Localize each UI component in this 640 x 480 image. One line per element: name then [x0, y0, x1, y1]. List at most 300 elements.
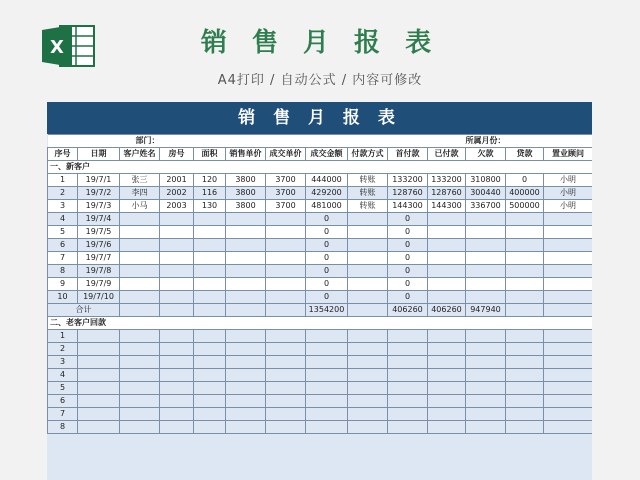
- table-row: [48, 382, 593, 395]
- table-cell[interactable]: 2: [48, 343, 78, 356]
- table-cell[interactable]: [120, 291, 160, 304]
- table-cell[interactable]: [226, 226, 266, 239]
- table-cell[interactable]: [266, 408, 306, 421]
- table-cell[interactable]: 128760: [388, 187, 428, 200]
- column-header[interactable]: 日期: [78, 148, 120, 161]
- table-cell[interactable]: [348, 356, 388, 369]
- table-cell[interactable]: [160, 265, 194, 278]
- table-cell[interactable]: [226, 395, 266, 408]
- table-cell[interactable]: 116: [194, 187, 226, 200]
- table-cell[interactable]: [120, 278, 160, 291]
- table-cell[interactable]: 406260: [428, 304, 466, 317]
- table-cell[interactable]: [544, 369, 593, 382]
- table-cell[interactable]: [544, 304, 593, 317]
- table-cell[interactable]: [466, 252, 506, 265]
- table-cell[interactable]: [160, 408, 194, 421]
- table-cell[interactable]: [120, 343, 160, 356]
- table-cell[interactable]: [428, 252, 466, 265]
- table-cell[interactable]: 130: [194, 200, 226, 213]
- table-cell[interactable]: [266, 330, 306, 343]
- table-cell[interactable]: [160, 395, 194, 408]
- column-header[interactable]: 置业顾问: [544, 148, 593, 161]
- table-cell[interactable]: 1: [48, 174, 78, 187]
- table-cell[interactable]: 8: [48, 421, 78, 434]
- column-header[interactable]: 序号: [48, 148, 78, 161]
- table-cell[interactable]: [544, 395, 593, 408]
- table-cell[interactable]: [266, 421, 306, 434]
- table-cell[interactable]: [306, 369, 348, 382]
- table-cell[interactable]: [194, 304, 226, 317]
- table-cell[interactable]: [348, 369, 388, 382]
- table-cell[interactable]: [466, 213, 506, 226]
- table-cell[interactable]: 310800: [466, 174, 506, 187]
- table-cell[interactable]: [194, 252, 226, 265]
- table-row: [48, 239, 593, 252]
- table-cell[interactable]: [544, 343, 593, 356]
- table-cell[interactable]: [266, 252, 306, 265]
- table-cell[interactable]: [506, 226, 544, 239]
- table-cell[interactable]: [348, 226, 388, 239]
- table-cell[interactable]: [266, 395, 306, 408]
- table-cell[interactable]: [544, 356, 593, 369]
- table-cell[interactable]: [348, 291, 388, 304]
- section-label[interactable]: 二、老客户回款: [48, 317, 593, 330]
- table-cell[interactable]: [544, 382, 593, 395]
- table-cell[interactable]: [226, 265, 266, 278]
- table-cell[interactable]: [120, 421, 160, 434]
- table-cell[interactable]: [428, 395, 466, 408]
- table-cell[interactable]: [506, 369, 544, 382]
- table-cell[interactable]: [428, 356, 466, 369]
- table-cell[interactable]: [348, 239, 388, 252]
- table-cell[interactable]: 5: [48, 226, 78, 239]
- table-cell[interactable]: 133200: [388, 174, 428, 187]
- table-cell[interactable]: [544, 252, 593, 265]
- total-row: [48, 304, 593, 317]
- table-cell[interactable]: 336700: [466, 200, 506, 213]
- table-cell[interactable]: [348, 265, 388, 278]
- table-cell[interactable]: [266, 356, 306, 369]
- table-cell[interactable]: [506, 213, 544, 226]
- table-cell[interactable]: [388, 421, 428, 434]
- table-cell[interactable]: 133200: [428, 174, 466, 187]
- table-cell[interactable]: [506, 330, 544, 343]
- table-cell[interactable]: [266, 343, 306, 356]
- month-label[interactable]: 所属月份：: [428, 135, 506, 148]
- table-cell[interactable]: [348, 304, 388, 317]
- meta-row: [48, 135, 593, 148]
- column-header[interactable]: 已付款: [428, 148, 466, 161]
- table-cell[interactable]: [428, 382, 466, 395]
- table-cell[interactable]: [348, 343, 388, 356]
- table-cell[interactable]: [194, 213, 226, 226]
- table-cell[interactable]: [160, 226, 194, 239]
- table-cell[interactable]: [160, 213, 194, 226]
- table-cell[interactable]: [226, 369, 266, 382]
- table-cell[interactable]: 张三: [120, 174, 160, 187]
- table-cell[interactable]: [348, 278, 388, 291]
- dept-value[interactable]: [160, 135, 428, 148]
- table-cell[interactable]: 400000: [506, 187, 544, 200]
- table-cell[interactable]: [428, 408, 466, 421]
- table-cell[interactable]: 144300: [428, 200, 466, 213]
- table-cell[interactable]: [466, 369, 506, 382]
- table-cell[interactable]: 0: [388, 226, 428, 239]
- table-cell[interactable]: 444000: [306, 174, 348, 187]
- table-cell[interactable]: 19/7/5: [78, 226, 120, 239]
- table-cell[interactable]: [160, 356, 194, 369]
- table-cell[interactable]: [506, 304, 544, 317]
- table-cell[interactable]: [266, 239, 306, 252]
- table-cell[interactable]: 0: [388, 213, 428, 226]
- table-cell[interactable]: 1354200: [306, 304, 348, 317]
- table-cell[interactable]: [466, 278, 506, 291]
- table-cell[interactable]: [160, 421, 194, 434]
- table-cell[interactable]: [194, 421, 226, 434]
- table-cell[interactable]: [120, 304, 160, 317]
- table-cell[interactable]: [506, 421, 544, 434]
- table-cell[interactable]: 19/7/3: [78, 200, 120, 213]
- table-cell[interactable]: 19/7/4: [78, 213, 120, 226]
- table-cell[interactable]: [506, 356, 544, 369]
- table-cell[interactable]: [226, 252, 266, 265]
- table-cell[interactable]: [194, 356, 226, 369]
- table-cell[interactable]: [120, 382, 160, 395]
- table-cell[interactable]: 19/7/2: [78, 187, 120, 200]
- table-cell[interactable]: 3: [48, 200, 78, 213]
- table-cell[interactable]: [348, 330, 388, 343]
- table-cell[interactable]: 小明: [544, 174, 593, 187]
- table-cell[interactable]: [428, 239, 466, 252]
- column-header[interactable]: 成交单价: [266, 148, 306, 161]
- table-cell[interactable]: [160, 304, 194, 317]
- table-cell[interactable]: [78, 330, 120, 343]
- table-cell[interactable]: 0: [306, 226, 348, 239]
- table-cell[interactable]: 7: [48, 408, 78, 421]
- table-cell[interactable]: [428, 226, 466, 239]
- table-cell[interactable]: 3700: [266, 200, 306, 213]
- table-cell[interactable]: [120, 330, 160, 343]
- table-cell[interactable]: [120, 356, 160, 369]
- table-cell[interactable]: 19/7/6: [78, 239, 120, 252]
- table-cell[interactable]: 19/7/10: [78, 291, 120, 304]
- table-cell[interactable]: [194, 330, 226, 343]
- table-cell[interactable]: 转账: [348, 200, 388, 213]
- table-cell[interactable]: [506, 265, 544, 278]
- table-cell[interactable]: 小明: [544, 187, 593, 200]
- table-cell[interactable]: [194, 408, 226, 421]
- table-cell[interactable]: [388, 395, 428, 408]
- table-cell[interactable]: 0: [388, 265, 428, 278]
- table-cell[interactable]: 4: [48, 369, 78, 382]
- table-cell[interactable]: [506, 252, 544, 265]
- table-cell[interactable]: 3800: [226, 174, 266, 187]
- table-cell[interactable]: [226, 213, 266, 226]
- column-header[interactable]: 付款方式: [348, 148, 388, 161]
- table-cell[interactable]: [466, 421, 506, 434]
- table-cell[interactable]: 9: [48, 278, 78, 291]
- table-cell[interactable]: [266, 382, 306, 395]
- table-cell[interactable]: [544, 239, 593, 252]
- table-cell[interactable]: [466, 265, 506, 278]
- table-cell[interactable]: [194, 291, 226, 304]
- table-cell[interactable]: [348, 252, 388, 265]
- column-header[interactable]: 面积: [194, 148, 226, 161]
- table-cell[interactable]: 2003: [160, 200, 194, 213]
- table-cell[interactable]: [266, 265, 306, 278]
- table-cell[interactable]: 5: [48, 382, 78, 395]
- table-cell[interactable]: 转账: [348, 187, 388, 200]
- table-cell[interactable]: 0: [388, 239, 428, 252]
- table-cell[interactable]: [78, 421, 120, 434]
- column-header[interactable]: 房号: [160, 148, 194, 161]
- table-cell[interactable]: [266, 278, 306, 291]
- table-cell[interactable]: [160, 343, 194, 356]
- table-cell[interactable]: [466, 343, 506, 356]
- table-cell[interactable]: 3: [48, 356, 78, 369]
- page-header: [0, 0, 640, 102]
- table-row: [48, 174, 593, 187]
- table-cell[interactable]: [160, 278, 194, 291]
- table-cell[interactable]: 10: [48, 291, 78, 304]
- column-header[interactable]: 客户姓名: [120, 148, 160, 161]
- table-cell[interactable]: [466, 226, 506, 239]
- table-row: [48, 278, 593, 291]
- table-row: [48, 291, 593, 304]
- column-header[interactable]: 成交金额: [306, 148, 348, 161]
- table-cell[interactable]: [160, 330, 194, 343]
- table-cell[interactable]: [348, 382, 388, 395]
- table-cell[interactable]: [388, 382, 428, 395]
- table-cell[interactable]: 481000: [306, 200, 348, 213]
- table-cell[interactable]: [544, 213, 593, 226]
- table-cell[interactable]: [466, 330, 506, 343]
- column-header[interactable]: 欠款: [466, 148, 506, 161]
- table-cell[interactable]: [544, 408, 593, 421]
- column-header[interactable]: 贷款: [506, 148, 544, 161]
- table-cell[interactable]: [466, 291, 506, 304]
- table-cell[interactable]: [506, 408, 544, 421]
- table-cell[interactable]: 3800: [226, 200, 266, 213]
- table-cell[interactable]: 0: [388, 278, 428, 291]
- table-cell[interactable]: 19/7/1: [78, 174, 120, 187]
- table-cell[interactable]: 2: [48, 187, 78, 200]
- table-cell[interactable]: 7: [48, 252, 78, 265]
- table-cell[interactable]: [160, 382, 194, 395]
- table-cell[interactable]: 406260: [388, 304, 428, 317]
- table-cell[interactable]: [78, 408, 120, 421]
- table-cell[interactable]: [428, 278, 466, 291]
- table-cell[interactable]: [78, 356, 120, 369]
- table-cell[interactable]: 2001: [160, 174, 194, 187]
- table-cell[interactable]: 0: [306, 265, 348, 278]
- table-cell[interactable]: [266, 213, 306, 226]
- table-cell[interactable]: [544, 421, 593, 434]
- table-row: [48, 421, 593, 434]
- table-cell[interactable]: [120, 252, 160, 265]
- table-cell[interactable]: [506, 395, 544, 408]
- section-label[interactable]: 一、新客户: [48, 161, 593, 174]
- table-cell[interactable]: [428, 213, 466, 226]
- report-table: [47, 134, 592, 434]
- table-cell[interactable]: [544, 226, 593, 239]
- table-cell[interactable]: 3700: [266, 187, 306, 200]
- table-cell[interactable]: [120, 226, 160, 239]
- table-cell[interactable]: [306, 356, 348, 369]
- table-cell[interactable]: [506, 382, 544, 395]
- table-cell[interactable]: [428, 369, 466, 382]
- table-cell[interactable]: [466, 382, 506, 395]
- table-cell[interactable]: 144300: [388, 200, 428, 213]
- table-cell[interactable]: [194, 226, 226, 239]
- table-cell[interactable]: [78, 343, 120, 356]
- table-cell[interactable]: [120, 239, 160, 252]
- page-title: 销 售 月 报 表: [200, 28, 440, 58]
- table-cell[interactable]: 0: [306, 213, 348, 226]
- table-cell[interactable]: [78, 369, 120, 382]
- table-cell[interactable]: [194, 369, 226, 382]
- table-cell[interactable]: 1: [48, 330, 78, 343]
- table-cell[interactable]: [388, 356, 428, 369]
- column-header[interactable]: 首付款: [388, 148, 428, 161]
- table-cell[interactable]: [120, 369, 160, 382]
- table-cell[interactable]: 0: [306, 278, 348, 291]
- table-cell[interactable]: [388, 369, 428, 382]
- table-cell[interactable]: [226, 304, 266, 317]
- table-cell[interactable]: 19/7/7: [78, 252, 120, 265]
- table-cell[interactable]: [78, 382, 120, 395]
- table-cell[interactable]: [120, 408, 160, 421]
- dept-label[interactable]: 部门：: [48, 135, 160, 148]
- table-cell[interactable]: [194, 278, 226, 291]
- table-cell[interactable]: 0: [506, 174, 544, 187]
- table-row: [48, 187, 593, 200]
- table-cell[interactable]: [388, 343, 428, 356]
- table-cell[interactable]: [226, 356, 266, 369]
- table-cell[interactable]: [226, 408, 266, 421]
- table-cell[interactable]: [348, 213, 388, 226]
- table-cell[interactable]: 小马: [120, 200, 160, 213]
- table-cell[interactable]: [306, 382, 348, 395]
- table-cell[interactable]: 120: [194, 174, 226, 187]
- table-cell[interactable]: [388, 408, 428, 421]
- table-cell[interactable]: [544, 291, 593, 304]
- table-cell[interactable]: [348, 421, 388, 434]
- table-cell[interactable]: [226, 343, 266, 356]
- table-cell[interactable]: [266, 226, 306, 239]
- table-cell[interactable]: 947940: [466, 304, 506, 317]
- table-cell[interactable]: [466, 356, 506, 369]
- table-cell[interactable]: [266, 304, 306, 317]
- table-cell[interactable]: [226, 278, 266, 291]
- table-cell[interactable]: [194, 343, 226, 356]
- table-cell[interactable]: [78, 395, 120, 408]
- table-cell[interactable]: 3800: [226, 187, 266, 200]
- table-cell[interactable]: 2002: [160, 187, 194, 200]
- table-cell[interactable]: [428, 291, 466, 304]
- table-cell[interactable]: [428, 421, 466, 434]
- table-cell[interactable]: [226, 421, 266, 434]
- table-cell[interactable]: [160, 369, 194, 382]
- table-cell[interactable]: [506, 278, 544, 291]
- table-cell[interactable]: [120, 395, 160, 408]
- total-label[interactable]: 合计: [48, 304, 120, 317]
- table-cell[interactable]: [194, 395, 226, 408]
- section-row: [48, 317, 593, 330]
- table-cell[interactable]: 6: [48, 239, 78, 252]
- table-cell[interactable]: [266, 291, 306, 304]
- table-cell[interactable]: [160, 291, 194, 304]
- table-cell[interactable]: [348, 395, 388, 408]
- table-cell[interactable]: 转账: [348, 174, 388, 187]
- table-cell[interactable]: [226, 382, 266, 395]
- table-cell[interactable]: [194, 265, 226, 278]
- page-subtitle: A4打印 / 自动公式 / 内容可修改: [217, 73, 423, 88]
- table-cell[interactable]: [428, 330, 466, 343]
- table-cell[interactable]: [506, 343, 544, 356]
- table-cell[interactable]: [306, 395, 348, 408]
- table-cell[interactable]: 429200: [306, 187, 348, 200]
- table-cell[interactable]: [120, 265, 160, 278]
- table-cell[interactable]: [194, 239, 226, 252]
- table-cell[interactable]: 小明: [544, 200, 593, 213]
- table-cell[interactable]: [428, 343, 466, 356]
- table-cell[interactable]: [466, 239, 506, 252]
- table-cell[interactable]: [506, 291, 544, 304]
- table-cell[interactable]: 3700: [266, 174, 306, 187]
- table-cell[interactable]: [226, 330, 266, 343]
- table-cell[interactable]: [506, 239, 544, 252]
- table-cell[interactable]: 0: [306, 252, 348, 265]
- table-cell[interactable]: 19/7/9: [78, 278, 120, 291]
- table-cell[interactable]: [306, 330, 348, 343]
- table-cell[interactable]: 0: [388, 291, 428, 304]
- table-cell[interactable]: [160, 239, 194, 252]
- table-cell[interactable]: [306, 343, 348, 356]
- table-cell[interactable]: [348, 408, 388, 421]
- table-cell[interactable]: 128760: [428, 187, 466, 200]
- table-cell[interactable]: [226, 291, 266, 304]
- table-cell[interactable]: 300440: [466, 187, 506, 200]
- table-cell[interactable]: [544, 330, 593, 343]
- table-cell[interactable]: 4: [48, 213, 78, 226]
- table-cell[interactable]: [428, 265, 466, 278]
- table-cell[interactable]: [306, 421, 348, 434]
- table-cell[interactable]: 6: [48, 395, 78, 408]
- table-cell[interactable]: 李四: [120, 187, 160, 200]
- table-cell[interactable]: 500000: [506, 200, 544, 213]
- table-cell[interactable]: [466, 395, 506, 408]
- table-cell[interactable]: 0: [306, 291, 348, 304]
- table-cell[interactable]: [544, 278, 593, 291]
- table-cell[interactable]: [466, 408, 506, 421]
- table-cell[interactable]: [306, 408, 348, 421]
- table-cell[interactable]: [266, 369, 306, 382]
- month-value[interactable]: [506, 135, 593, 148]
- table-cell[interactable]: 0: [388, 252, 428, 265]
- table-cell[interactable]: 0: [306, 239, 348, 252]
- table-cell[interactable]: [544, 265, 593, 278]
- table-cell[interactable]: [120, 213, 160, 226]
- table-cell[interactable]: [160, 252, 194, 265]
- table-cell[interactable]: [388, 330, 428, 343]
- header-row: [48, 148, 593, 161]
- table-cell[interactable]: [194, 382, 226, 395]
- table-cell[interactable]: 8: [48, 265, 78, 278]
- table-cell[interactable]: 19/7/8: [78, 265, 120, 278]
- table-cell[interactable]: [226, 239, 266, 252]
- column-header[interactable]: 销售单价: [226, 148, 266, 161]
